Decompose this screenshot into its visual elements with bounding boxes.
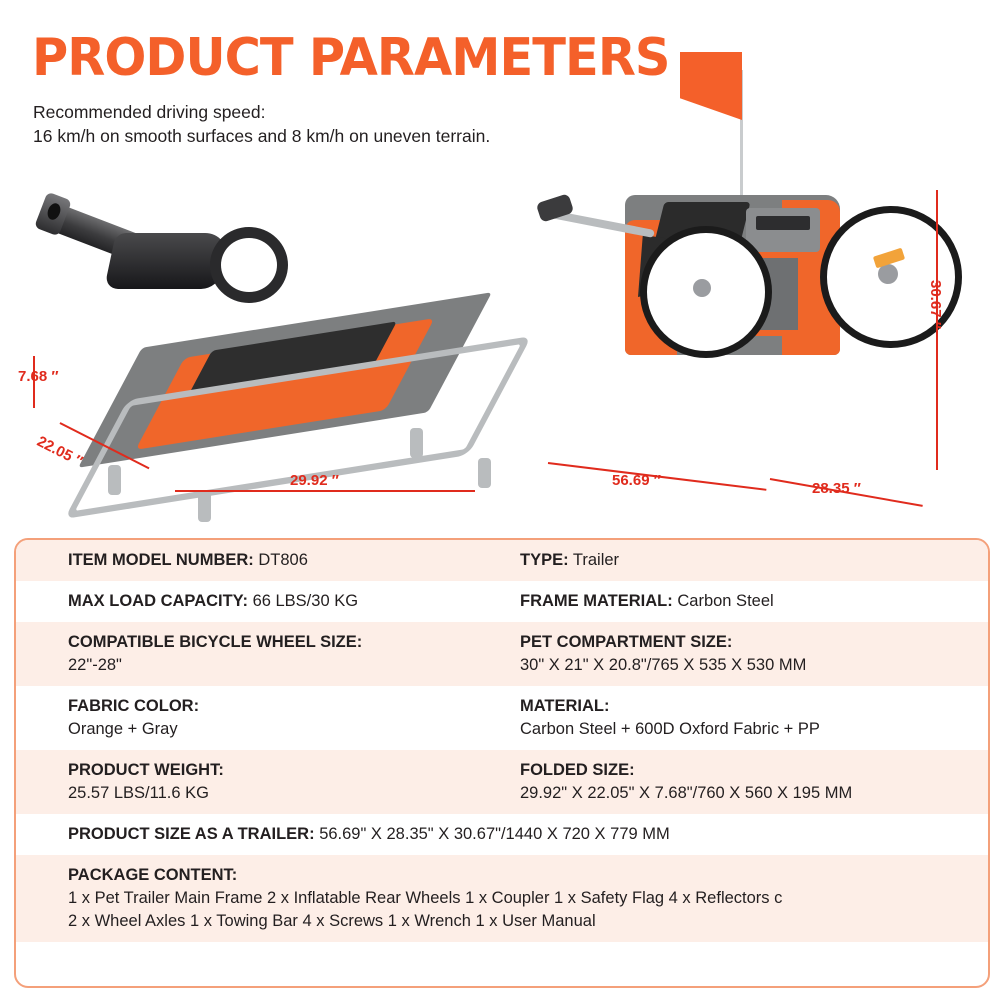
folded-leg	[478, 458, 491, 488]
spec-value: Orange + Gray	[68, 720, 178, 738]
spec-key: MAX LOAD CAPACITY:	[68, 592, 248, 610]
spec-key: MATERIAL:	[520, 697, 610, 715]
folded-width-line	[175, 490, 475, 492]
trailer-wheel-front	[640, 226, 772, 358]
spec-key: PRODUCT SIZE AS A TRAILER:	[68, 825, 315, 843]
spec-value: 66 LBS/30 KG	[252, 592, 359, 610]
table-row	[16, 581, 988, 622]
spec-key: COMPATIBLE BICYCLE WHEEL SIZE:	[68, 633, 363, 651]
wheel-hub	[693, 279, 711, 297]
table-cell	[502, 686, 988, 750]
assembled-width-label: 28.35 ″	[812, 480, 861, 497]
folded-width-label: 29.92 ″	[290, 472, 339, 489]
spec-key: FRAME MATERIAL:	[520, 592, 673, 610]
assembled-length-label: 56.69 ″	[612, 472, 661, 489]
coupler-illustration	[35, 175, 265, 305]
spec-key: PACKAGE CONTENT:	[68, 866, 238, 884]
spec-value: Carbon Steel	[677, 592, 774, 610]
table-row-product-size	[16, 814, 988, 855]
table-cell	[16, 814, 988, 855]
table-row-package-content	[16, 855, 988, 942]
spec-key: PRODUCT WEIGHT:	[68, 761, 224, 779]
spec-value: 22"-28"	[68, 656, 122, 674]
package-content-line1: 1 x Pet Trailer Main Frame 2 x Inflatable Rear Wheels 1 x Coupler 1 x Safety Flag 4 x Reflectors c	[68, 889, 783, 907]
product-illustrations	[0, 160, 1000, 530]
spec-key: FABRIC COLOR:	[68, 697, 200, 715]
folded-leg	[198, 492, 211, 522]
recommended-speed-line1: Recommended driving speed:	[33, 102, 266, 122]
folded-leg	[410, 428, 423, 458]
coupler-ring	[210, 227, 288, 303]
folded-leg	[108, 465, 121, 495]
assembled-trailer-illustration	[530, 30, 970, 500]
table-cell	[16, 540, 502, 581]
specifications-table	[14, 538, 990, 988]
assembled-height-line	[936, 190, 938, 470]
spec-key: FOLDED SIZE:	[520, 761, 635, 779]
folded-height-label: 7.68 ″	[18, 368, 59, 385]
table-cell	[502, 750, 988, 814]
spec-key: ITEM MODEL NUMBER:	[68, 551, 254, 569]
spec-value: 56.69" X 28.35" X 30.67"/1440 X 720 X 779 MM	[319, 825, 670, 843]
table-row	[16, 540, 988, 581]
folded-depth-label: 22.05 ″	[34, 432, 86, 471]
table-cell	[502, 540, 988, 581]
spec-key: TYPE:	[520, 551, 569, 569]
table-cell	[16, 686, 502, 750]
package-content-line2: 2 x Wheel Axles 1 x Towing Bar 4 x Screws 1 x Wrench 1 x User Manual	[68, 912, 596, 930]
wheel-hub	[878, 264, 898, 284]
table-cell	[502, 581, 988, 622]
spec-value: Carbon Steel + 600D Oxford Fabric + PP	[520, 720, 820, 738]
assembled-height-label: 30.67 ″	[927, 280, 944, 329]
table-cell	[16, 750, 502, 814]
spec-value: Trailer	[572, 551, 620, 569]
table-cell	[16, 855, 988, 942]
spec-key: PET COMPARTMENT SIZE:	[520, 633, 733, 651]
recommended-speed-line2: 16 km/h on smooth surfaces and 8 km/h on uneven terrain.	[33, 126, 491, 146]
safety-flag	[680, 52, 742, 120]
table-cell	[16, 622, 502, 686]
table-cell	[16, 581, 502, 622]
table-row	[16, 750, 988, 814]
recommended-speed-note	[33, 100, 490, 148]
trailer-storage-pocket	[746, 208, 820, 252]
table-row	[16, 686, 988, 750]
page-title: PRODUCT PARAMETERS	[32, 28, 670, 88]
spec-value: 29.92" X 22.05" X 7.68"/760 X 560 X 195 MM	[520, 784, 853, 802]
spec-value: 30" X 21" X 20.8"/765 X 535 X 530 MM	[520, 656, 807, 674]
trailer-brand-label	[756, 216, 810, 230]
table-cell	[502, 622, 988, 686]
spec-value: DT806	[258, 551, 308, 569]
spec-value: 25.57 LBS/11.6 KG	[68, 784, 209, 802]
table-row	[16, 622, 988, 686]
